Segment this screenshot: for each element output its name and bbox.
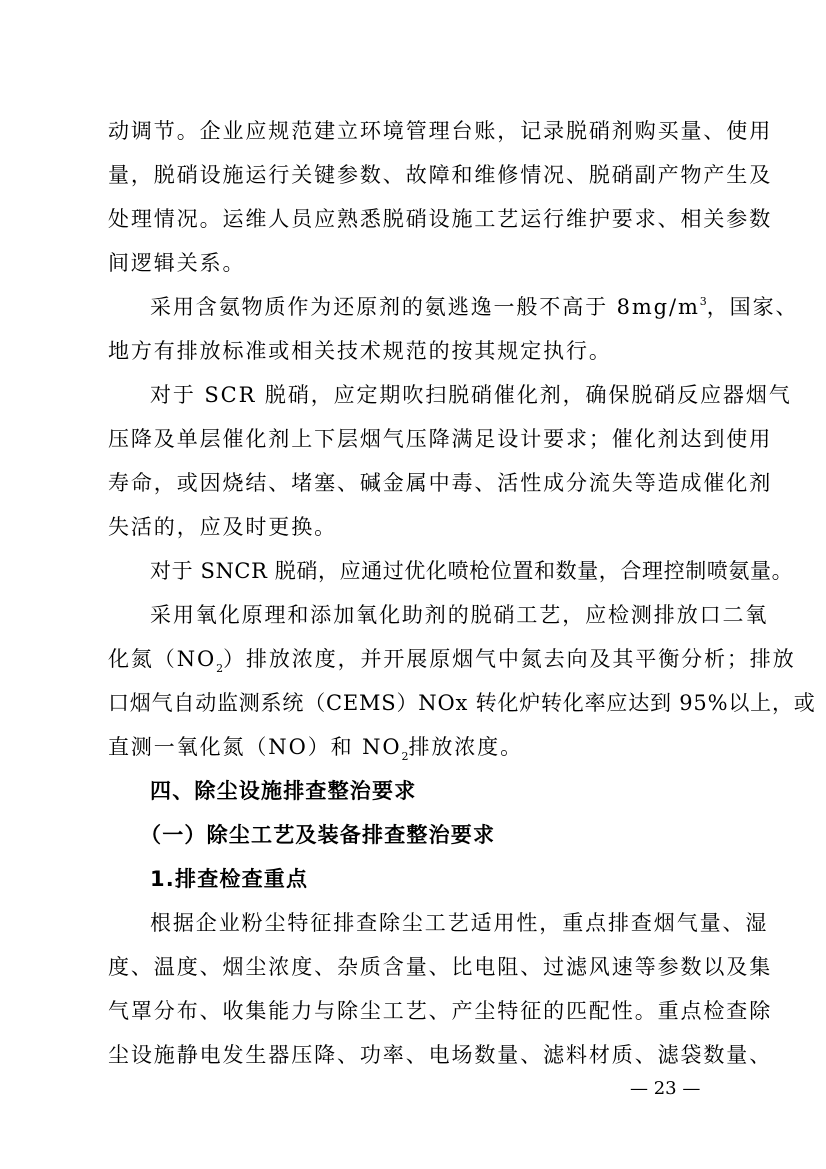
paragraph-line: 地方有排放标准或相关技术规范的按其规定执行。	[108, 339, 612, 363]
paragraph-line: 失活的，应及时更换。	[108, 515, 337, 539]
paragraph-line: 处理情况。运维人员应熟悉脱硝设施工艺运行维护要求、相关参数	[108, 207, 773, 231]
paragraph-line: 采用氧化原理和添加氧化助剂的脱硝工艺，应检测排放口二氧	[150, 603, 769, 627]
section-heading: 四、除尘设施排查整治要求	[150, 779, 417, 803]
superscript: 3	[699, 295, 707, 308]
item-heading: 1.排查检查重点	[150, 867, 309, 891]
paragraph-line: 尘设施静电发生器压降、功率、电场数量、滤料材质、滤袋数量、	[108, 1043, 773, 1067]
paragraph-line: 压降及单层催化剂上下层烟气压降满足设计要求；催化剂达到使用	[108, 427, 773, 451]
page-number: — 23 —	[630, 1078, 701, 1099]
paragraph-line: 根据企业粉尘特征排查除尘工艺适用性，重点排查烟气量、湿	[150, 911, 769, 935]
paragraph-line: 对于 SNCR 脱硝，应通过优化喷枪位置和数量，合理控制喷氨量。	[150, 559, 794, 583]
text-run: 直测一氧化氮（NO）和 NO	[108, 735, 402, 759]
paragraph-line: 气罩分布、收集能力与除尘工艺、产尘特征的匹配性。重点检查除	[108, 999, 773, 1023]
paragraph-line: 动调节。企业应规范建立环境管理台账，记录脱硝剂购买量、使用	[108, 119, 773, 143]
paragraph-line	[150, 292, 799, 322]
text-run: 化氮（NO	[108, 647, 217, 671]
paragraph-line: 度、温度、烟尘浓度、杂质含量、比电阻、过滤风速等参数以及集	[108, 955, 773, 979]
paragraph-line	[108, 732, 720, 762]
paragraph-line	[108, 644, 796, 675]
paragraph-line: 对于 SCR 脱硝，应定期吹扫脱硝催化剂，确保脱硝反应器烟气	[150, 383, 792, 407]
text-run: 排放浓度。	[408, 735, 523, 759]
paragraph-line: 寿命，或因烧结、堵塞、碱金属中毒、活性成分流失等造成催化剂	[108, 471, 773, 495]
text-run: 采用含氨物质作为还原剂的氨逃逸一般不高于 8mg/m	[150, 295, 700, 319]
paragraph-line: 口烟气自动监测系统（CEMS）NOx 转化炉转化率应达到 95%以上，或	[108, 691, 816, 715]
subscript: 2	[401, 750, 409, 763]
paragraph-line: 间逻辑关系。	[108, 251, 246, 275]
subsection-heading: （一）除尘工艺及装备排查整治要求	[140, 823, 496, 847]
text-run: ）排放浓度，并开展原烟气中氮去向及其平衡分析；排放	[223, 647, 796, 671]
paragraph-line: 量，脱硝设施运行关键参数、故障和维修情况、脱硝副产物产生及	[108, 163, 773, 187]
subscript: 2	[216, 662, 224, 675]
text-run: ，国家、	[706, 295, 799, 319]
